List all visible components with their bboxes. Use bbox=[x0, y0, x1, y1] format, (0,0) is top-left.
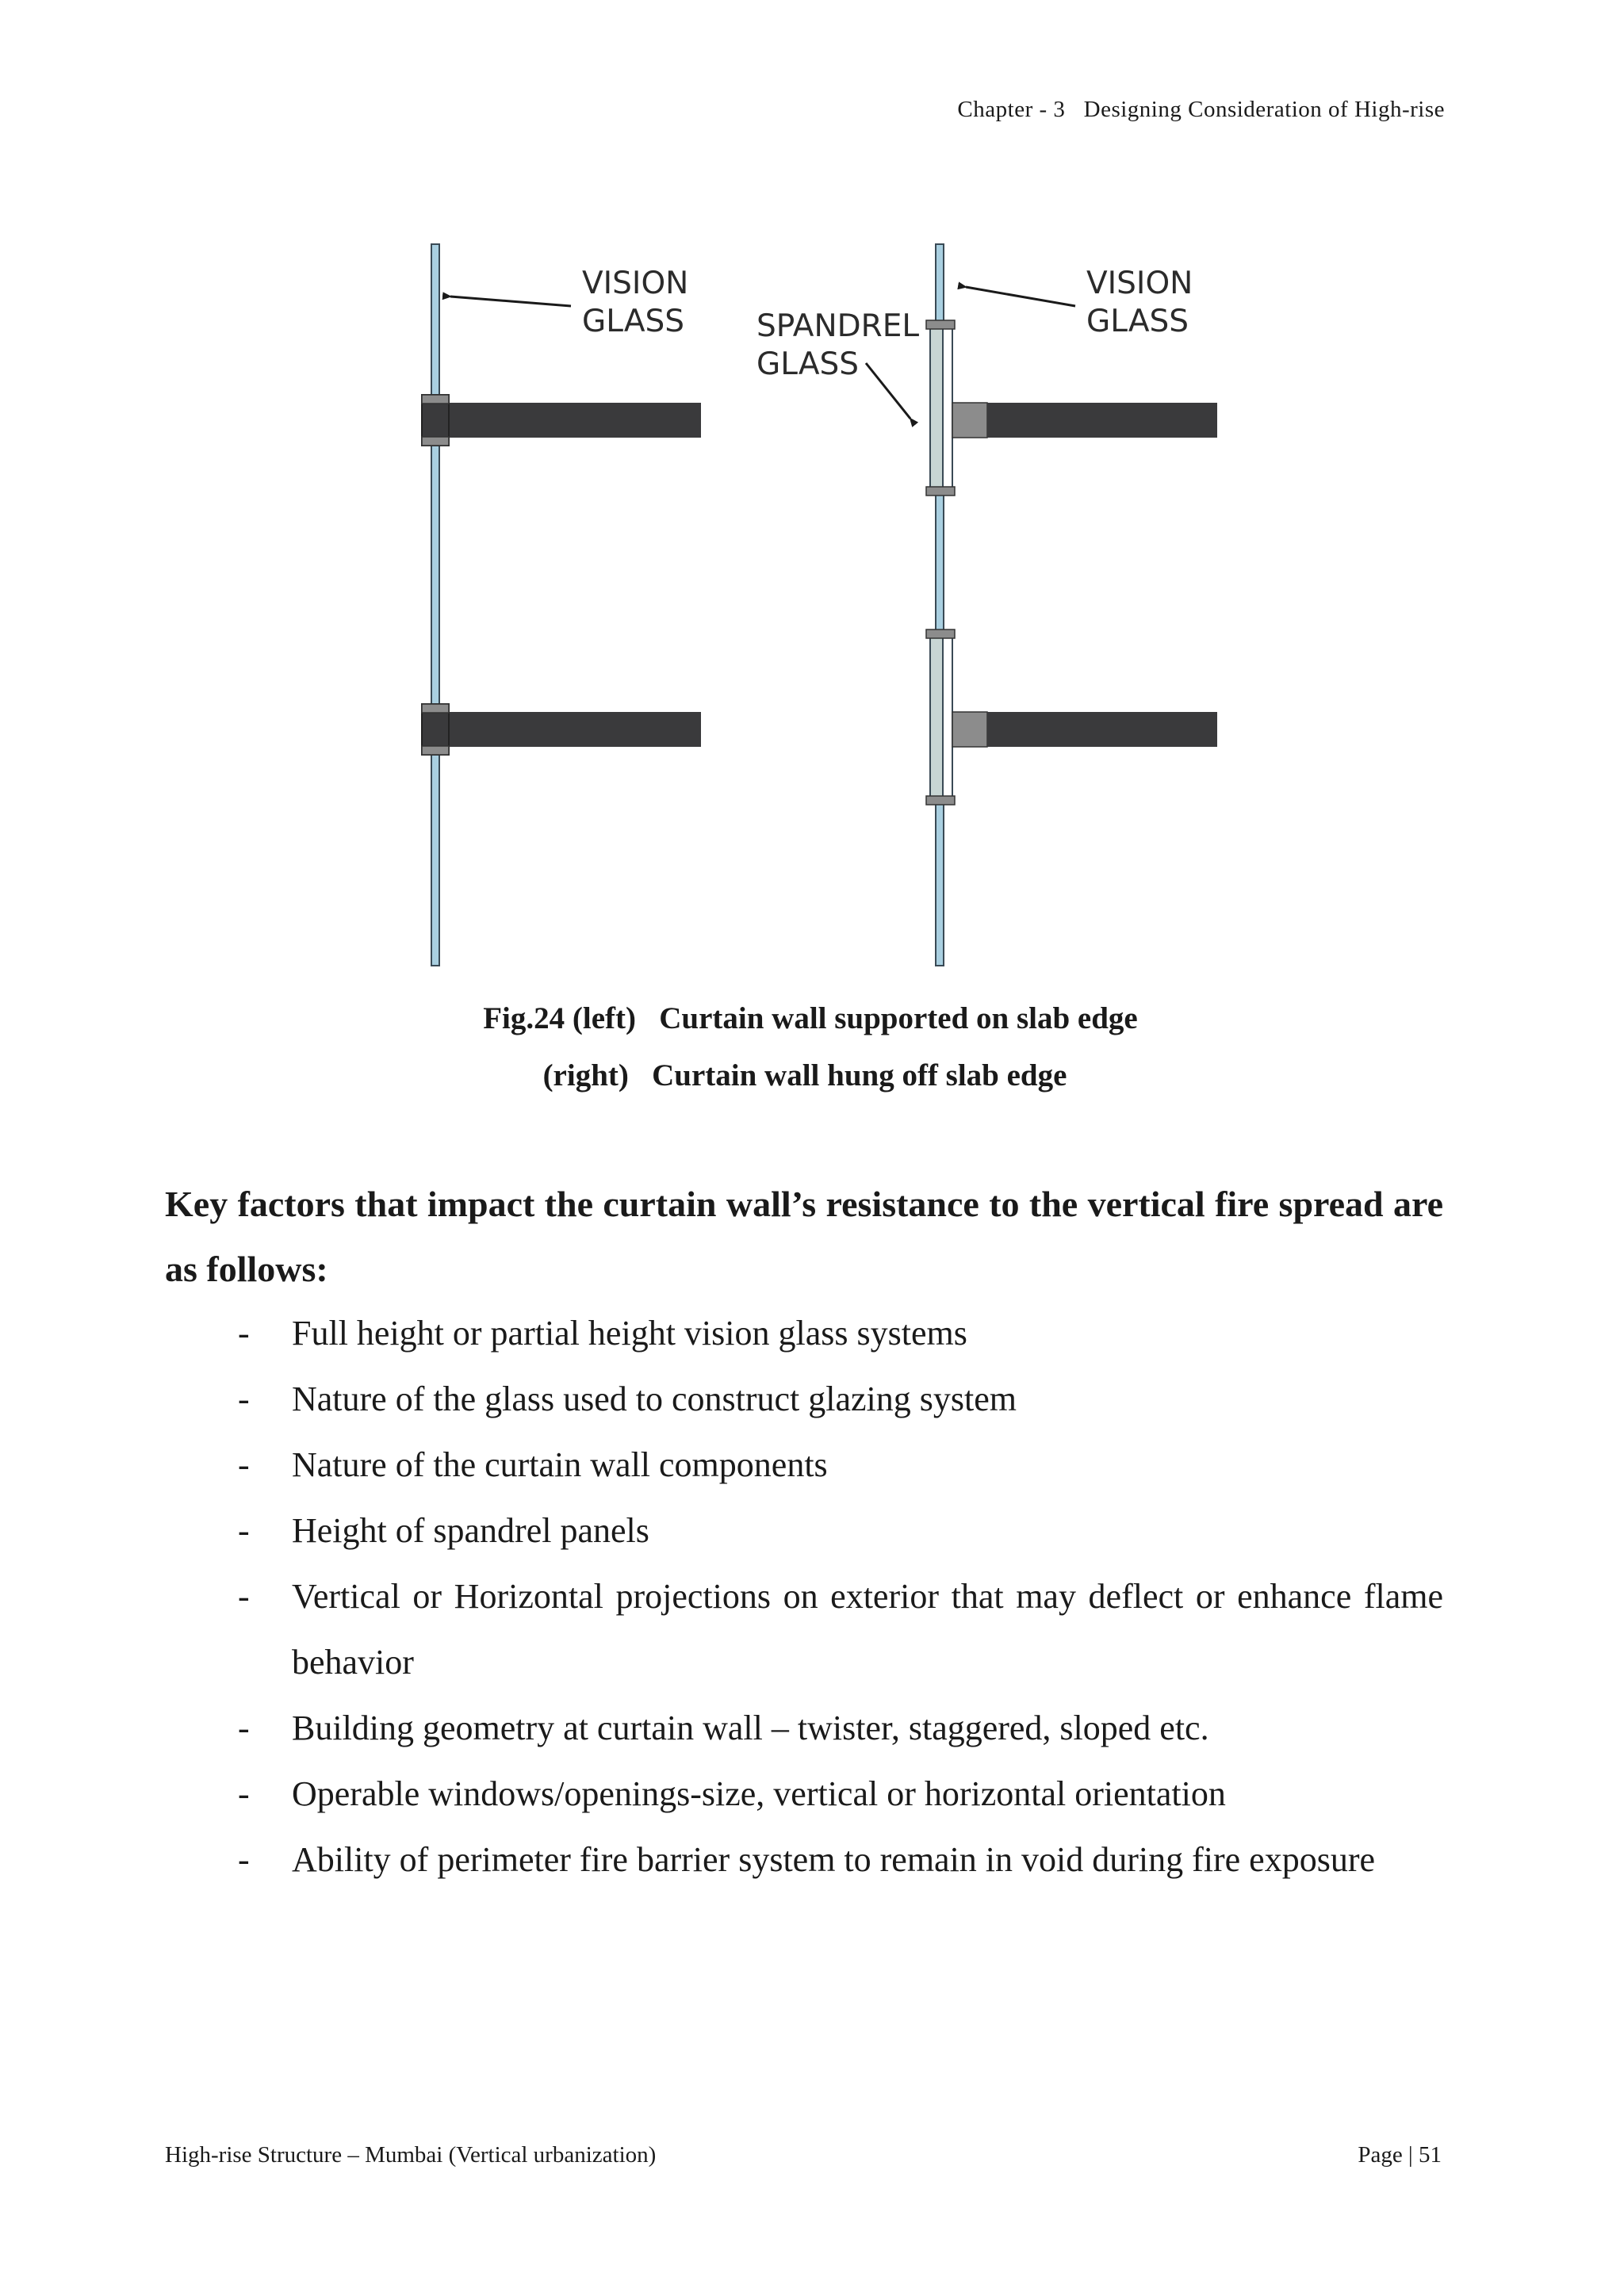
factor-text: Height of spandrel panels bbox=[292, 1511, 649, 1550]
list-item bbox=[238, 1695, 1443, 1761]
left-clip-upper-cap-top bbox=[422, 395, 449, 404]
factor-text: Operable windows/openings-size, vertical or horizontal orientation bbox=[292, 1774, 1226, 1813]
right-clip-upper-top bbox=[926, 320, 955, 329]
left-clip-lower-cap-top bbox=[422, 704, 449, 713]
right-spandrel-lower-back bbox=[943, 633, 952, 799]
factor-text: Vertical or Horizontal projections on exterior that may deflect or enhance flame behavior bbox=[292, 1577, 1443, 1682]
right-spandrel-lower bbox=[930, 633, 943, 799]
bullet-dash: - bbox=[238, 1774, 250, 1813]
bullet-dash: - bbox=[238, 1511, 250, 1550]
right-vision-arrow bbox=[966, 287, 1075, 306]
footer-page-number: Page | 51 bbox=[1358, 2142, 1442, 2168]
right-spandrel-upper-back bbox=[943, 323, 952, 490]
list-item bbox=[238, 1827, 1443, 1892]
figure-caption-line-1: Fig.24 (left) Curtain wall supported on slab edge bbox=[483, 1001, 1138, 1035]
right-clip-lower-top bbox=[926, 629, 955, 638]
curtain-wall-diagram bbox=[381, 230, 1300, 983]
bullet-dash: - bbox=[238, 1709, 250, 1747]
left-vision-label-2: GLASS bbox=[582, 304, 685, 339]
footer-document-title: High-rise Structure – Mumbai (Vertical urbanization) bbox=[165, 2142, 657, 2168]
bullet-dash: - bbox=[238, 1314, 250, 1353]
right-slab-lower bbox=[987, 712, 1217, 747]
factor-text: Nature of the curtain wall components bbox=[292, 1445, 828, 1484]
left-detail bbox=[422, 244, 701, 966]
left-vision-label-1: VISION bbox=[582, 266, 689, 301]
right-slab-upper bbox=[987, 403, 1217, 438]
left-clip-upper-cap-bottom bbox=[422, 437, 449, 446]
list-item bbox=[238, 1366, 1443, 1432]
bullet-dash: - bbox=[238, 1840, 250, 1879]
left-vision-glass bbox=[431, 244, 439, 966]
list-item bbox=[238, 1563, 1443, 1695]
factor-text: Building geometry at curtain wall – twister, staggered, sloped etc. bbox=[292, 1709, 1209, 1747]
page-header bbox=[957, 97, 1445, 123]
factor-text: Full height or partial height vision glass systems bbox=[292, 1314, 967, 1353]
factor-text: Nature of the glass used to construct glazing system bbox=[292, 1380, 1017, 1418]
section-heading: Key factors that impact the curtain wall’s resistance to the vertical fire spread are as follows: bbox=[165, 1184, 1443, 1289]
right-vision-label-2: GLASS bbox=[1086, 304, 1189, 339]
curtain-wall-figure bbox=[381, 230, 1300, 983]
spandrel-label-1: SPANDREL bbox=[756, 308, 920, 344]
bullet-dash: - bbox=[238, 1577, 250, 1616]
figure-caption-line-2: (right) Curtain wall hung off slab edge bbox=[542, 1058, 1067, 1093]
right-clip-lower-bottom bbox=[926, 796, 955, 805]
list-item bbox=[238, 1498, 1443, 1563]
list-item bbox=[238, 1432, 1443, 1498]
right-clip-upper-bottom bbox=[926, 487, 955, 496]
spandrel-arrow bbox=[866, 363, 910, 419]
left-slab-upper bbox=[439, 403, 701, 438]
list-item bbox=[238, 1761, 1443, 1827]
right-vision-label-1: VISION bbox=[1086, 266, 1193, 301]
bullet-dash: - bbox=[238, 1380, 250, 1418]
bullet-dash: - bbox=[238, 1445, 250, 1484]
right-slab-connector-lower bbox=[952, 712, 987, 747]
header-chapter: Chapter - 3 bbox=[957, 97, 1066, 122]
list-item bbox=[238, 1300, 1443, 1366]
right-detail bbox=[756, 244, 1217, 966]
factor-text: Ability of perimeter fire barrier system to remain in void during fire exposure bbox=[292, 1840, 1376, 1879]
factor-list bbox=[238, 1300, 1443, 1892]
right-slab-connector-upper bbox=[952, 403, 987, 438]
header-title: Designing Consideration of High-rise bbox=[1083, 97, 1445, 122]
left-clip-lower-cap-bottom bbox=[422, 746, 449, 755]
right-spandrel-upper bbox=[930, 323, 943, 490]
left-slab-lower bbox=[439, 712, 701, 747]
spandrel-label-2: GLASS bbox=[756, 346, 860, 382]
left-vision-arrow bbox=[450, 297, 571, 306]
